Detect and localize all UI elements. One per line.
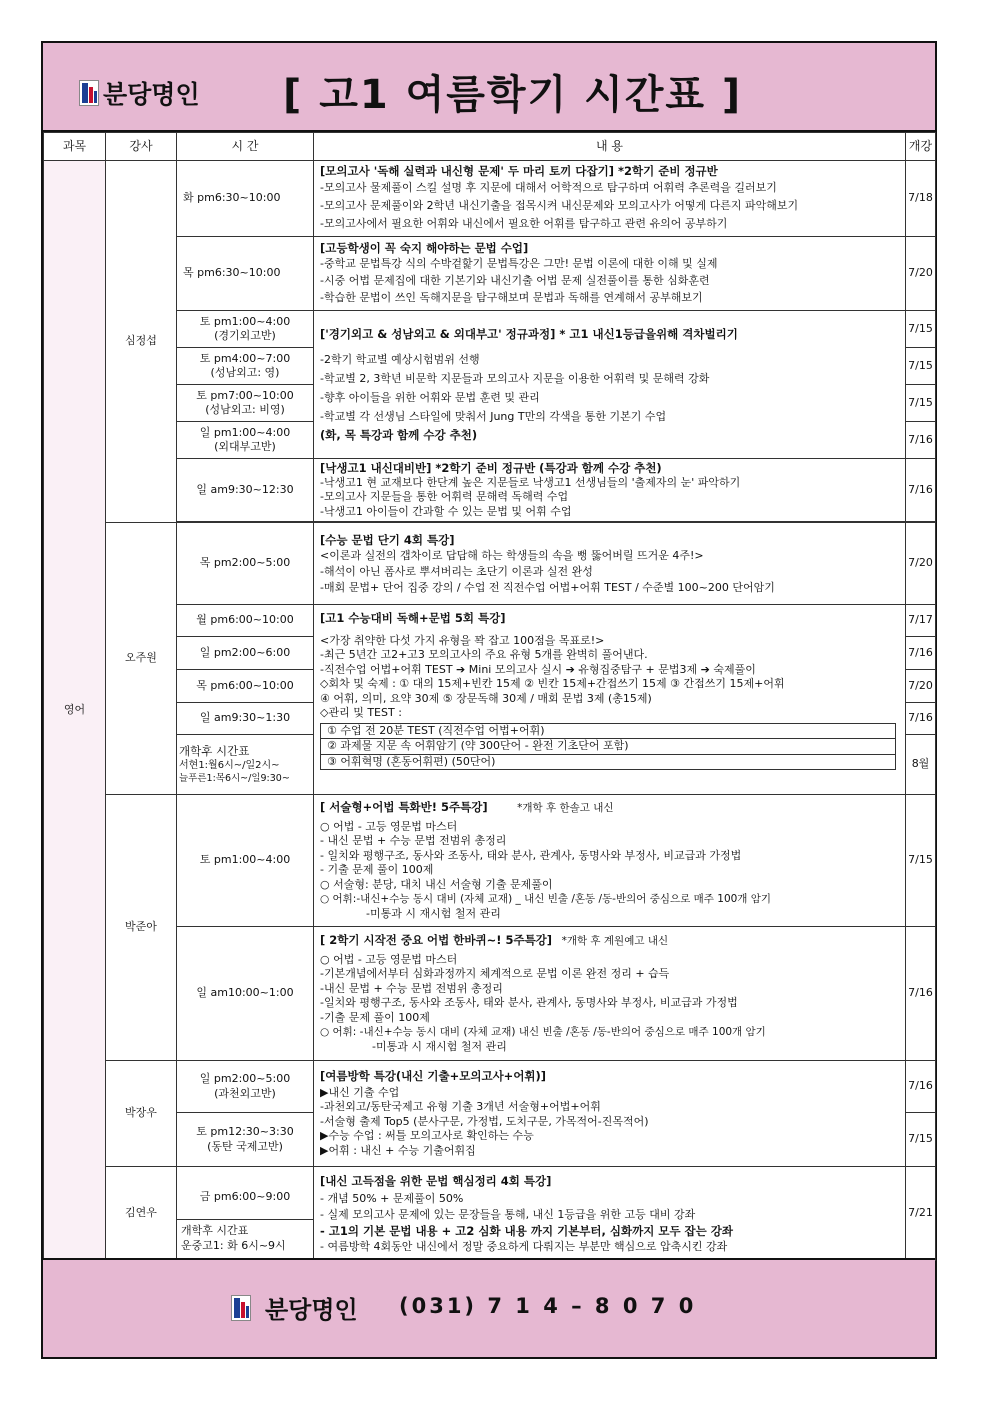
content-line: -내신 문법 + 수능 문법 전범위 총정리 [320,981,503,995]
course-title-row [320,933,899,949]
content-line: ◇회차 및 숙제 : ① 대의 15제+빈칸 15제 ② 빈칸 15제+간접쓰기 15제 ③ 간접쓰기 15제+어휘 [320,677,785,690]
content-line: - 여름방학 4회동안 내신에서 정말 중요하게 다뤄지는 부분만 핵심으로 압축시킨 강좌 [320,1239,728,1253]
start-date: 7/16 [906,422,936,459]
content-line: - 개념 50% + 문제풀이 50% [320,1191,464,1205]
teacher-park-j: 박준아 [106,795,177,1061]
teacher-kim: 김연우 [106,1167,177,1261]
content-cell [314,1167,906,1261]
course-title: [낙생고1 내신대비반] *2학기 준비 정규반 (특강과 함께 수강 추천) [320,461,662,475]
content-line: ④ 어휘, 의미, 요약 30제 ⑤ 장문독해 30제 / 매회 문법 3제 (총15제) [320,691,652,705]
teacher-sim: 심정섭 [106,161,177,523]
table-row [44,605,936,637]
content-line: -학습한 문법이 쓰인 독해지문을 탐구해보며 문법과 독해를 연계해서 공부해보기 [320,291,703,305]
content-note: (화, 목 특강과 함께 수강 추천) [320,427,478,442]
content-cell [314,459,906,522]
content-line: - 기출 문제 풀이 100제 [320,863,434,876]
content-line: ○ 서술형: 분당, 대치 내신 서술형 기출 문제풀이 [320,877,553,891]
test-item: ② 과제물 지문 속 어휘암기 (약 300단어 - 완전 기초단어 포함) [321,739,896,755]
content-cell [314,161,906,237]
content-cell [314,523,906,605]
time-cell [177,385,314,422]
start-date: 7/20 [906,237,936,311]
header-banner [43,43,935,132]
content-line: -매회 문법+ 단어 집중 강의 / 수업 전 직전수업 어법+어휘 TEST / 수준별 100~200 단어암기 [320,580,775,594]
time-text: 토 pm4:00~7:00 [199,351,291,365]
time-text: 일 pm1:00~4:00 [199,425,291,439]
content-line: ▶수능 수업 : 써틀 모의고사로 확인하는 수능 [320,1129,534,1142]
start-date: 7/20 [906,670,936,703]
test-box [320,723,896,771]
course-title: [내신 고득점을 위한 문법 핵심정리 4회 특강] [320,1173,552,1188]
content-line: -모의고사에서 필요한 어휘와 내신에서 필요한 어휘를 탐구하고 관련 유의어 공부하기 [320,216,728,230]
time-sub: (과천외고반) [214,1086,276,1100]
test-item: ③ 어휘혁명 (혼동어휘편) (50단어) [321,754,896,770]
col-subject: 과목 [44,133,106,161]
start-date: 7/20 [906,523,936,605]
time-sub: (외대부고반) [214,440,276,453]
start-date: 7/18 [906,161,936,237]
table-row [44,311,936,348]
content-line: <가장 취약한 다섯 가지 유형을 꽉 잡고 100점을 목표로!> [320,633,605,647]
logo-mark-icon [79,80,99,106]
time-text: 금 pm6:00~9:00 [177,1174,313,1220]
start-date: 7/16 [906,459,936,522]
time-line: 서현1:월6시~/일2시~ [179,759,280,771]
content-line: -과천외고/동탄국제고 유형 기출 3개년 서술형+어법+어휘 [320,1100,601,1113]
content-line: -학교별 각 선생님 스타일에 맞춰서 Jung T만의 각색을 통한 기본기 수업 [320,409,667,423]
time-line: 운중고1: 화 6시~9시 [181,1238,286,1252]
time-text: 토 pm1:00~4:00 [199,314,291,328]
content-line: -서술형 출제 Top5 (분사구문, 가정법, 도치구문, 가목적어-진목적어) [320,1114,649,1128]
time-text: 토 pm7:00~10:00 [196,388,294,402]
footer-logo [231,1290,358,1325]
content-cell [314,1061,906,1167]
time-cell [177,311,314,348]
time-cell: 일 am9:30~12:30 [177,459,314,522]
content-line: ▶내신 기출 수업 [320,1085,400,1099]
table-row [44,927,936,1061]
page-title: [ 고1 여름학기 시간표 ] [283,72,743,118]
time-cell: 화 pm6:30~10:00 [177,161,314,237]
time-text: 토 pm12:30~3:30 [196,1125,294,1138]
time-cell: 목 pm6:30~10:00 [177,237,314,311]
time-text: 일 pm2:00~5:00 [199,1072,291,1085]
time-sub: (경기외고반) [214,329,276,342]
test-item: ① 수업 전 20분 TEST (직전수업 어법+어휘) [321,723,896,739]
header-logo [79,75,200,111]
time-cell: 목 pm6:00~10:00 [177,670,314,703]
start-date: 7/17 [906,605,936,637]
content-line: ○ 어휘: -내신+수능 동시 대비 (자체 교재) 내신 빈출 /혼동 /동-반의어 중심으로 매주 100개 암기 [320,1026,766,1038]
header-row [44,133,936,161]
content-line: ◇관리 및 TEST : [320,706,402,719]
start-date: 8월 [906,735,936,795]
start-date: 7/15 [906,348,936,385]
phone-number: (031) 7 1 4 – 8 0 7 0 [399,1294,697,1318]
col-start: 개강 [906,133,936,161]
time-sub: (성남외고: 비영) [205,403,285,416]
table-row [44,161,936,237]
course-title: [모의고사 '독해 실력과 내신형 문제' 두 마리 토끼 다잡기] *2학기 준비 정규반 [320,164,718,179]
content-line: -해석이 아닌 폼사로 뿌셔버리는 초단기 이론과 실전 완성 [320,564,593,578]
table-row [44,523,936,605]
time-label: 개학후 시간표 [179,744,250,759]
content-line: -미통과 시 재시험 철저 관리 [366,906,501,920]
time-cell [177,348,314,385]
content-line: -최근 5년간 고2+고3 모의고사의 주요 유형 5개를 완벽히 풀어낸다. [320,648,648,661]
start-date: 7/15 [906,1113,936,1167]
course-title: [수능 문법 단기 4회 특강] [320,532,455,547]
time-cell [177,1061,314,1113]
table-row [44,1167,936,1261]
teacher-oh: 오주원 [106,523,177,795]
content-line: - 내신 문법 + 수능 문법 전범위 총정리 [320,834,507,847]
start-date: 7/21 [906,1167,936,1261]
time-cell: 월 pm6:00~10:00 [177,605,314,637]
content-line: -모의고사 문제풀이와 2학년 내신기출을 접목시켜 내신문제와 모의고사가 어떻게 다른지 파악해보기 [320,198,799,212]
time-cell [177,1167,314,1261]
course-note: *개학 후 계원예고 내신 [561,935,669,947]
table-row [44,237,936,311]
content-line: ○ 어휘:-내신+수능 동시 대비 (자체 교재) _ 내신 빈출 /혼동 /동-반의어 중심으로 매주 100개 암기 [320,893,772,905]
start-date: 7/16 [906,1061,936,1113]
time-cell [177,1113,314,1167]
logo-text: 분당명인 [265,1296,358,1324]
time-cell [177,735,314,795]
table-row [44,459,936,522]
timetable-frame [41,41,937,1359]
table-row [44,795,936,927]
col-teacher: 강사 [106,133,177,161]
course-title: [ 2학기 시작전 중요 어법 한바퀴~! 5주특강] [320,933,553,947]
content-line: <이론과 실전의 갭차이로 답답해 하는 학생들의 속을 뻥 뚫어버릴 뜨거운 4주!> [320,548,704,562]
time-cell: 목 pm2:00~5:00 [177,523,314,605]
time-sub: (성남외고: 영) [210,366,280,379]
content-line: ○ 어법 - 고등 영문법 마스터 [320,819,458,833]
logo-text: 분당명인 [103,80,200,109]
time-cell [177,422,314,459]
content-line: -모의고사 물제풀이 스킬 설명 후 지문에 대해서 어학적으로 탐구하며 어휘력 추론력을 길러보기 [320,180,777,194]
start-date: 7/15 [906,795,936,927]
content-cell [314,237,906,311]
footer-banner [43,1258,935,1357]
content-line: -학교별 2, 3학년 비문학 지문들과 모의고사 지문을 이용한 어휘력 및 문해력 강화 [320,371,710,385]
content-line: -2학기 학교별 예상시험범위 선행 [320,352,480,366]
start-date: 7/15 [906,311,936,348]
start-date: 7/16 [906,637,936,670]
time-cell: 일 am10:00~1:00 [177,927,314,1061]
time-line: 늘푸른1:목6시~/일9:30~ [179,772,290,784]
content-line: -기출 문제 풀이 100제 [320,1010,430,1024]
content-line: -모의고사 지문들을 통한 어휘력 문해력 독해력 수업 [320,490,569,503]
content-line: -시중 어법 문제집에 대한 기본기와 내신기출 어법 문제 실전풀이를 통한 심화훈련 [320,274,710,288]
logo-mark-icon [231,1295,251,1321]
content-line: ○ 어법 - 고등 영문법 마스터 [320,952,458,966]
content-line: - 일치와 평행구조, 동사와 조동사, 태와 분사, 관계사, 동명사와 부정사, 비교급과 가정법 [320,848,742,862]
table-row [44,1061,936,1113]
content-line: -직전수업 어법+어휘 TEST ➔ Mini 모의고사 실시 ➔ 유형집중탐구 + 문법3제 ➔ 숙제풀이 [320,662,756,676]
content-cell [314,795,906,927]
course-title: [고1 수능대비 독해+문법 5회 특강] [320,611,506,625]
content-line: -낙생고1 현 교재보다 한단계 높은 지문들로 낙생고1 선생님들의 '출제자의 눈' 파악하기 [320,475,741,489]
course-title: [고등학생이 꼭 숙지 해야하는 문법 수업] [320,240,529,255]
course-title-row [320,800,899,816]
content-line: - 고1의 기본 문법 내용 + 고2 심화 내용 까지 기본부터, 심화까지 모두 잡는 강좌 [320,1223,733,1238]
start-date: 7/16 [906,703,936,735]
schedule-table [43,132,936,1261]
subject-cell: 영어 [44,161,106,1261]
course-note: *개학 후 한솔고 내신 [517,802,614,814]
time-cell: 일 am9:30~1:30 [177,703,314,735]
content-line: -향후 아이들을 위한 어휘와 문법 훈련 및 관리 [320,390,540,404]
time-label: 개학후 시간표 [181,1224,249,1237]
content-line: -낙생고1 아이들이 간과할 수 있는 문법 및 어휘 수업 [320,504,572,518]
teacher-park-w: 박장우 [106,1061,177,1167]
content-line: ▶어휘 : 내신 + 수능 기출어휘집 [320,1143,476,1157]
content-line: -일치와 평행구조, 동사와 조동사, 태와 분사, 관계사, 동명사와 부정사, 비교급과 가정법 [320,996,738,1009]
time-sub: (동탄 국제고반) [207,1139,283,1153]
time-cell: 토 pm1:00~4:00 [177,795,314,927]
start-date: 7/16 [906,927,936,1061]
start-date: 7/15 [906,385,936,422]
course-title: [ 서술형+어법 특화반! 5주특강] [320,800,488,814]
course-title: ['경기외고 & 성남외고 & 외대부고' 정규과정] * 고1 내신1등급을위해 격차벌리기 [320,326,738,341]
content-line: -중학교 문법특강 식의 수박겉핥기 문법특강은 그만! 문법 이론에 대한 이해 및 실제 [320,257,718,271]
content-line: - 실제 모의고사 문제에 있는 문장들을 통해, 내신 1등급을 위한 고등 대비 강좌 [320,1207,696,1221]
content-cell [314,927,906,1061]
content-cell [314,605,906,795]
content-line: -기본개념에서부터 심화과정까지 체계적으로 문법 이론 완전 정리 + 습득 [320,967,670,980]
col-content: 내 용 [314,133,906,161]
content-cell [314,311,906,459]
col-time: 시 간 [177,133,314,161]
time-cell: 일 pm2:00~6:00 [177,637,314,670]
content-line: -미통과 시 재시험 철저 관리 [372,1039,507,1053]
course-title: [여름방학 특강(내신 기출+모의고사+어휘)] [320,1069,547,1083]
